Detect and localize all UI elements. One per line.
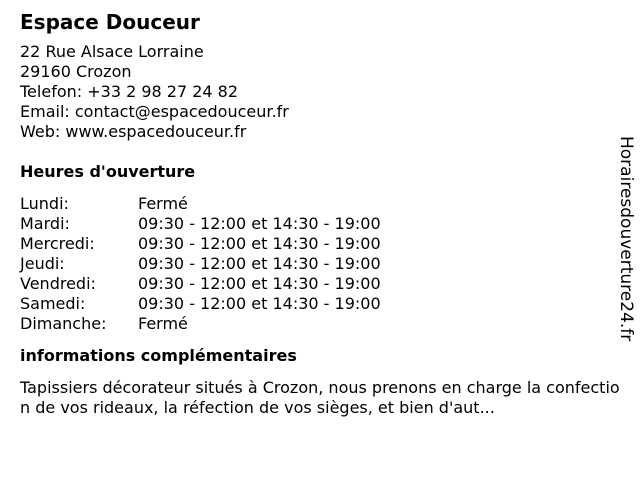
website: Web: www.espacedouceur.fr	[20, 122, 247, 141]
site-watermark: Horairesdouverture24.fr	[616, 136, 636, 342]
day-hours: 09:30 - 12:00 et 14:30 - 19:00	[138, 214, 381, 233]
city-postal: 29160 Crozon	[20, 62, 132, 81]
business-name: Espace Douceur	[20, 10, 200, 34]
hours-heading: Heures d'ouverture	[20, 162, 196, 181]
day-label: Mercredi:	[20, 234, 95, 253]
day-label: Vendredi:	[20, 274, 96, 293]
day-label: Samedi:	[20, 294, 86, 313]
hours-row-sunday	[20, 314, 381, 334]
day-hours: 09:30 - 12:00 et 14:30 - 19:00	[138, 274, 381, 293]
hours-row-friday	[20, 274, 381, 294]
day-hours: Fermé	[138, 194, 188, 213]
info-description: Tapissiers décorateur situés à Crozon, nous prenons en charge la confection de vos rideaux, la réfection de vos sièges, et bien d'aut...	[20, 378, 620, 417]
day-label: Jeudi:	[20, 254, 65, 273]
street-address: 22 Rue Alsace Lorraine	[20, 42, 204, 61]
day-label: Lundi:	[20, 194, 69, 213]
phone-number: Telefon: +33 2 98 27 24 82	[20, 82, 239, 101]
hours-row-saturday	[20, 294, 381, 314]
hours-row-thursday	[20, 254, 381, 274]
day-label: Dimanche:	[20, 314, 107, 333]
business-card	[20, 10, 620, 418]
info-heading: informations complémentaires	[20, 346, 297, 365]
day-label: Mardi:	[20, 214, 70, 233]
opening-hours-table	[20, 194, 381, 334]
email-address: Email: contact@espacedouceur.fr	[20, 102, 289, 121]
hours-row-monday	[20, 194, 381, 214]
day-hours: Fermé	[138, 314, 188, 333]
hours-row-tuesday	[20, 214, 381, 234]
day-hours: 09:30 - 12:00 et 14:30 - 19:00	[138, 254, 381, 273]
day-hours: 09:30 - 12:00 et 14:30 - 19:00	[138, 234, 381, 253]
day-hours: 09:30 - 12:00 et 14:30 - 19:00	[138, 294, 381, 313]
hours-row-wednesday	[20, 234, 381, 254]
